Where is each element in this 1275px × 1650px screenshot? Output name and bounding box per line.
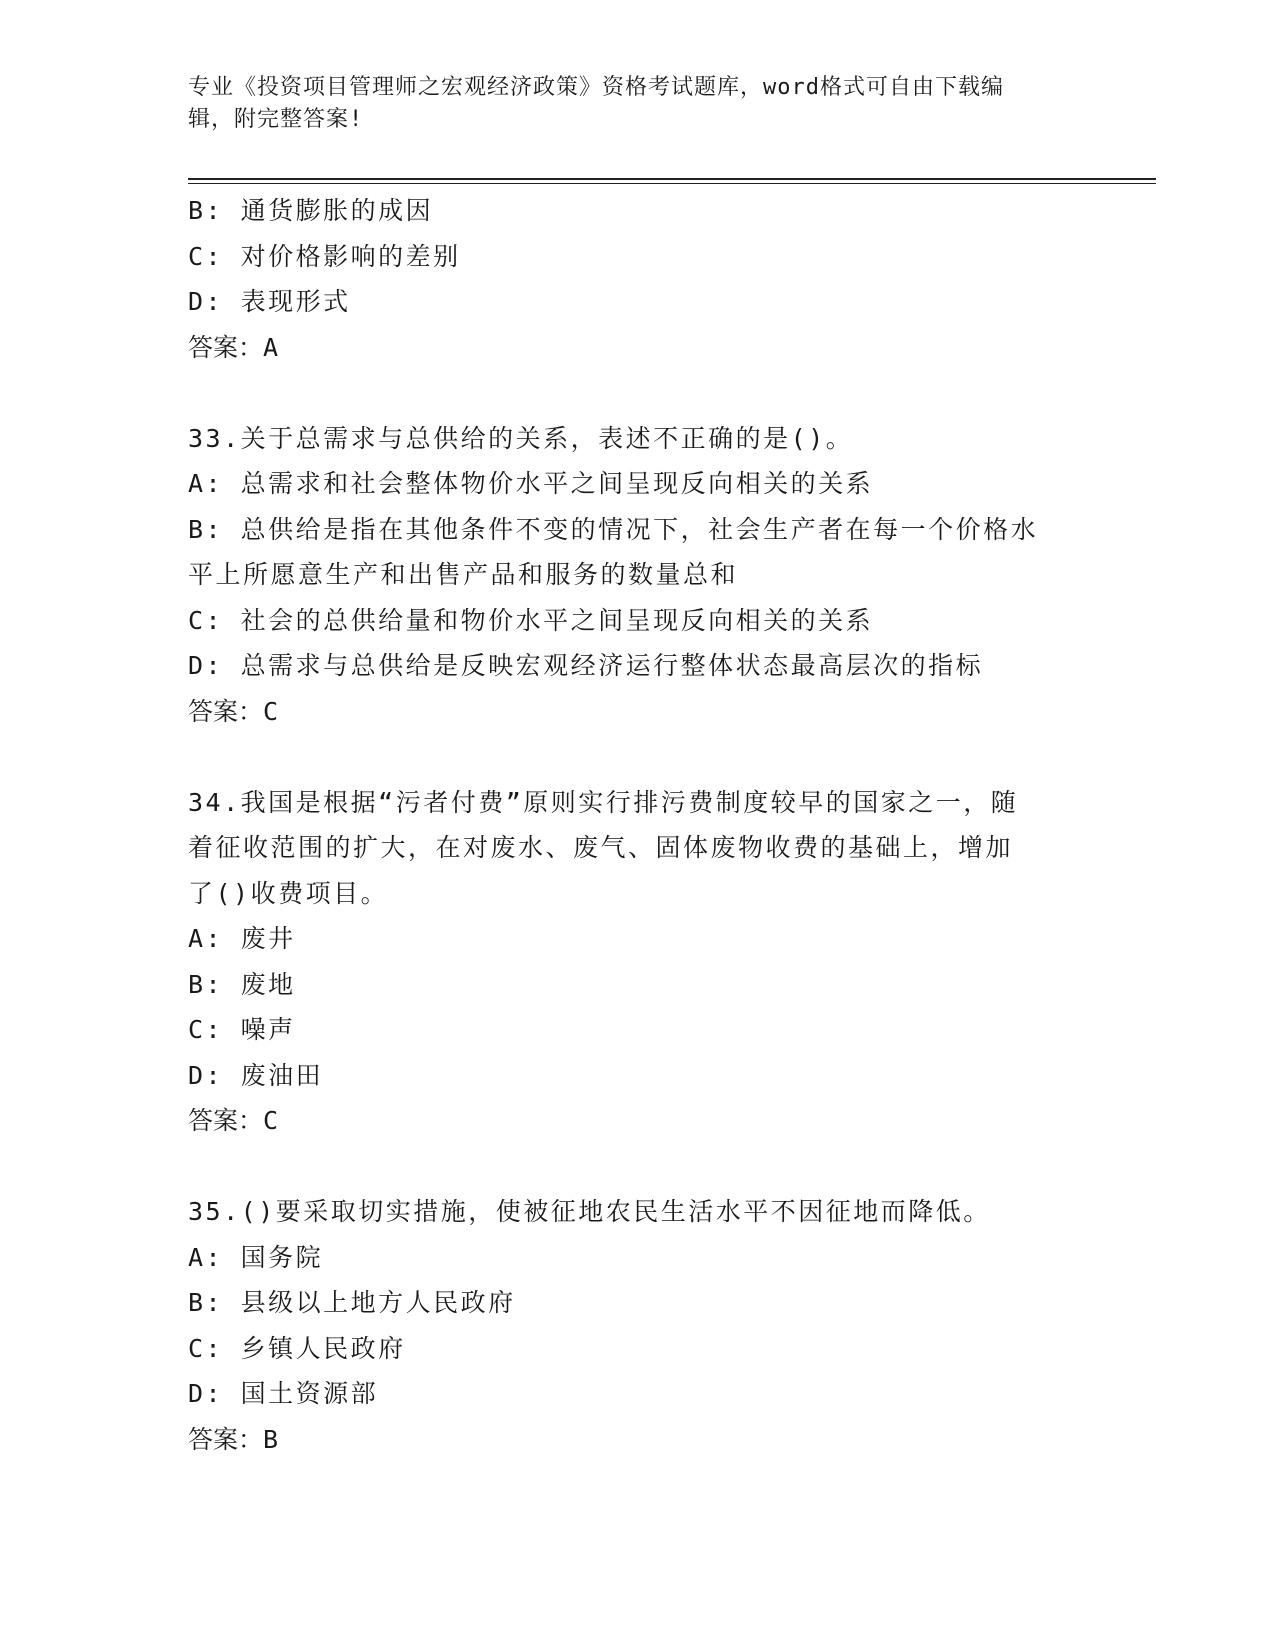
header-rule-thin	[188, 183, 1156, 184]
answer-line	[188, 325, 1088, 371]
option-b: B: 县级以上地方人民政府	[188, 1288, 516, 1317]
option-d: D: 总需求与总供给是反映宏观经济运行整体状态最高层次的指标	[188, 651, 984, 680]
question-block-32	[188, 188, 1088, 370]
option-b-line-2: 平上所愿意生产和出售产品和服务的数量总和	[188, 560, 739, 589]
option-c: C: 噪声	[188, 1015, 296, 1044]
option-a: A: 国务院	[188, 1242, 324, 1272]
answer-value: B	[263, 1424, 281, 1454]
option-d: D: 废油田	[188, 1060, 324, 1090]
option-b: B: 通货膨胀的成因	[188, 196, 434, 225]
option-d: D: 表现形式	[188, 287, 351, 316]
option-d: D: 国土资源部	[188, 1379, 379, 1408]
answer-label: 答案：	[188, 1424, 264, 1454]
spacer	[188, 1144, 1088, 1190]
answer-label: 答案：	[188, 1106, 264, 1135]
spacer	[188, 734, 1088, 780]
header-rule-thick	[188, 178, 1156, 180]
answer-value: C	[263, 1106, 281, 1135]
question-block-35	[188, 1189, 1088, 1462]
option-a: A: 总需求和社会整体物价水平之间呈现反向相关的关系	[188, 469, 874, 498]
answer-line	[188, 689, 1088, 735]
header-line-1: 专业《投资项目管理师之宏观经济政策》资格考试题库，word格式可自由下载编	[188, 75, 1004, 100]
question-stem: 33.关于总需求与总供给的关系，表述不正确的是()。	[188, 423, 854, 453]
option-b-line-1: B: 总供给是指在其他条件不变的情况下，社会生产者在每一个价格水	[188, 514, 1039, 544]
option-c: C: 社会的总供给量和物价水平之间呈现反向相关的关系	[188, 605, 874, 635]
answer-line	[188, 1417, 1088, 1463]
option-a: A: 废井	[188, 924, 296, 953]
option-c: C: 对价格影响的差别	[188, 241, 461, 271]
question-block-33	[188, 416, 1088, 735]
question-block-34	[188, 780, 1088, 1144]
question-stem-line-3: 了()收费项目。	[188, 878, 389, 908]
spacer	[188, 370, 1088, 416]
document-header	[188, 72, 1088, 136]
option-c: C: 乡镇人民政府	[188, 1333, 406, 1363]
question-stem-line-2: 着征收范围的扩大，在对废水、废气、固体废物收费的基础上，增加	[188, 833, 1014, 862]
answer-value: C	[263, 696, 281, 726]
question-list	[188, 188, 1088, 1462]
answer-line	[188, 1098, 1088, 1144]
question-stem-line-1: 34.我国是根据“污者付费”原则实行排污费制度较早的国家之一，随	[188, 787, 1019, 817]
answer-label: 答案：	[188, 332, 264, 362]
answer-value: A	[263, 332, 281, 362]
question-stem: 35.()要采取切实措施，使被征地农民生活水平不因征地而降低。	[188, 1197, 991, 1226]
option-b: B: 废地	[188, 969, 296, 999]
answer-label: 答案：	[188, 696, 264, 726]
header-line-2: 辑，附完整答案!	[188, 107, 364, 132]
